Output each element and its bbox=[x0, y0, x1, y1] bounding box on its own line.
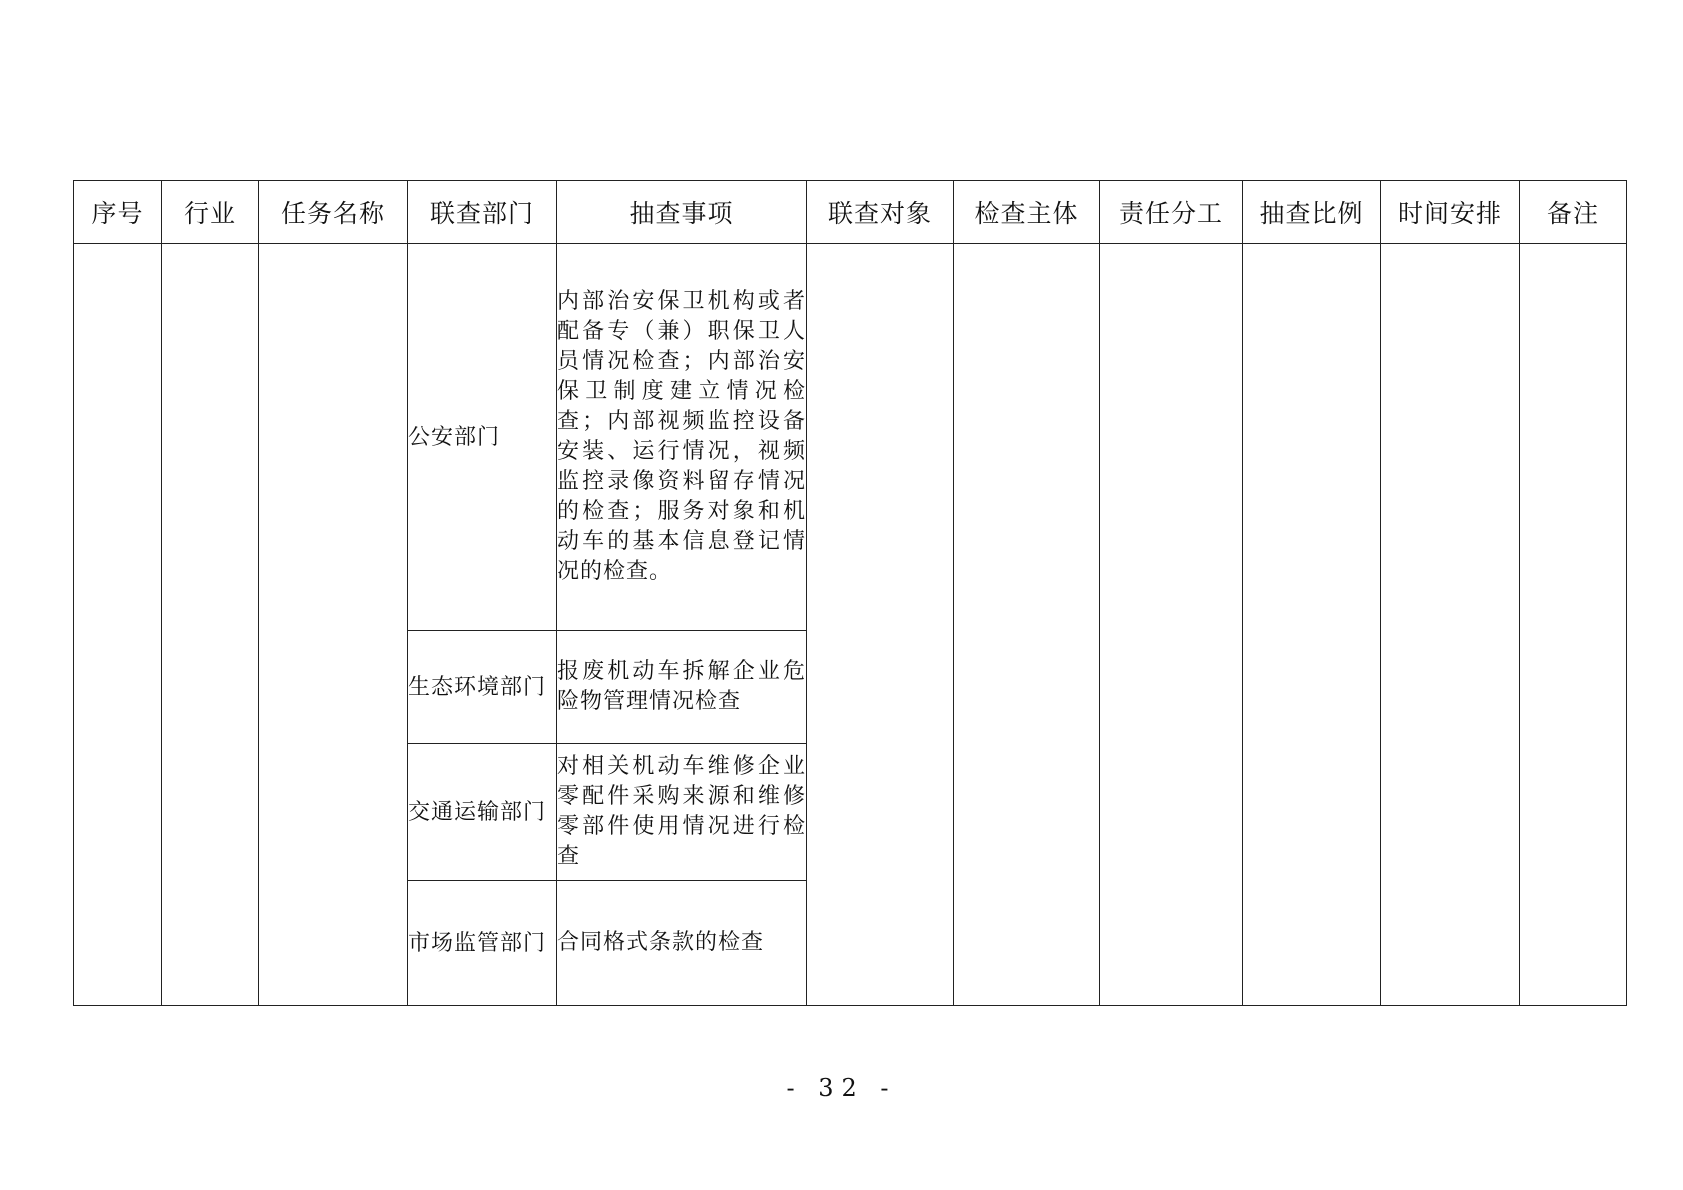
header-remarks: 备注 bbox=[1520, 181, 1627, 244]
header-index: 序号 bbox=[74, 181, 162, 244]
cell-department: 交通运输部门 bbox=[408, 744, 557, 881]
table-header-row bbox=[74, 181, 1627, 244]
header-inspection-item: 抽查事项 bbox=[557, 181, 807, 244]
cell-index bbox=[74, 244, 162, 1006]
cell-responsibility bbox=[1100, 244, 1243, 1006]
header-responsibility: 责任分工 bbox=[1100, 181, 1243, 244]
cell-department: 生态环境部门 bbox=[408, 631, 557, 744]
header-joint-department: 联查部门 bbox=[408, 181, 557, 244]
cell-inspection-body bbox=[954, 244, 1100, 1006]
header-joint-target: 联查对象 bbox=[807, 181, 954, 244]
cell-joint-target bbox=[807, 244, 954, 1006]
cell-inspection-item: 合同格式条款的检查 bbox=[557, 881, 807, 1006]
header-industry: 行业 bbox=[162, 181, 259, 244]
cell-schedule bbox=[1381, 244, 1520, 1006]
page-number: - 32 - bbox=[786, 1074, 897, 1102]
header-inspection-body: 检查主体 bbox=[954, 181, 1100, 244]
cell-inspection-item: 报废机动车拆解企业危险物管理情况检查 bbox=[557, 631, 807, 744]
cell-inspection-item: 内部治安保卫机构或者配备专（兼）职保卫人员情况检查；内部治安保卫制度建立情况检查；内部视频监控设备安装、运行情况，视频监控录像资料留存情况的检查；服务对象和机动车的基本信息登记情况的检查。 bbox=[557, 244, 807, 631]
header-task-name: 任务名称 bbox=[259, 181, 408, 244]
cell-industry bbox=[162, 244, 259, 1006]
header-schedule: 时间安排 bbox=[1381, 181, 1520, 244]
cell-remarks bbox=[1520, 244, 1627, 1006]
cell-inspection-item: 对相关机动车维修企业零配件采购来源和维修零部件使用情况进行检查 bbox=[557, 744, 807, 881]
cell-department: 公安部门 bbox=[408, 244, 557, 631]
cell-sampling-ratio bbox=[1243, 244, 1381, 1006]
table-row bbox=[74, 244, 1627, 631]
inspection-table bbox=[73, 180, 1627, 1006]
cell-department: 市场监管部门 bbox=[408, 881, 557, 1006]
cell-task-name bbox=[259, 244, 408, 1006]
header-sampling-ratio: 抽查比例 bbox=[1243, 181, 1381, 244]
